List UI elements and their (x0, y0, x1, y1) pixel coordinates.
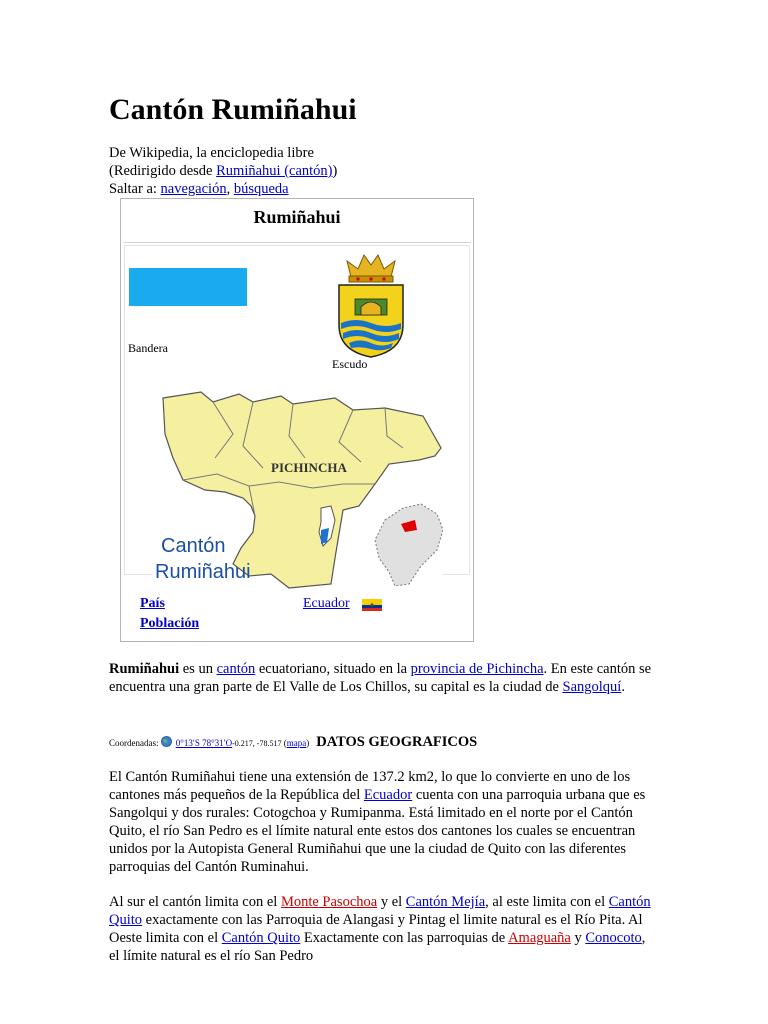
text-span: . En este cantón se encuentra una gran parte de El Valle de Los Chillos, su capital es la ciudad de (109, 661, 652, 695)
infobox-title: Rumiñahui (253, 207, 341, 227)
redirect-suffix: ) (332, 163, 338, 179)
amaguana-link[interactable]: Amaguaña (508, 930, 571, 946)
jump-separator: , (226, 181, 234, 197)
redirect-line (109, 162, 337, 180)
monte-pasochoa-link[interactable]: Monte Pasochoa (280, 894, 378, 910)
coordinates-label: Coordenadas: (109, 738, 161, 748)
text-span: ecuatoriano, situado en la (255, 661, 411, 677)
jump-line (109, 180, 337, 198)
jump-search-link[interactable]: búsqueda (233, 181, 289, 197)
redirect-link[interactable]: Rumiñahui (cantón) (216, 163, 333, 179)
canton-map-image[interactable] (153, 388, 443, 590)
infobox-country-value (303, 596, 350, 612)
map-label-canton-line2: Rumiñahui (155, 561, 251, 583)
text-span: Exactamente con las parroquias de (300, 930, 509, 946)
source-line: De Wikipedia, la enciclopedia libre (109, 145, 314, 161)
section-heading: DATOS GEOGRAFICOS (316, 734, 478, 750)
paragraph-intro (109, 660, 657, 696)
article-intro (109, 144, 337, 198)
infobox-country-label (140, 596, 165, 612)
infobox-population-label (140, 616, 199, 632)
map-label-province: PICHINCHA (271, 460, 347, 475)
page-title: Cantón Rumiñahui (109, 93, 357, 126)
canton-link[interactable]: cantón (216, 661, 256, 677)
shield-caption: Escudo (332, 357, 368, 371)
jump-navigation-link[interactable]: navegación (160, 181, 227, 197)
bold-term: Rumiñahui (109, 661, 180, 677)
paragraph-geography (109, 768, 657, 876)
conocoto-link[interactable]: Conocoto (585, 930, 642, 946)
map-link[interactable]: mapa (286, 738, 307, 748)
country-value-link[interactable]: Ecuador (303, 596, 350, 611)
jump-prefix: Saltar a: (109, 181, 161, 197)
population-label-link[interactable]: Población (140, 616, 200, 631)
text-span: exactamente con las Parroquia de Alangasi y Pintag el limite natural es el Río Pita. Al Oeste limita con el (109, 912, 643, 946)
ecuador-link[interactable]: Ecuador (363, 787, 413, 803)
country-label-link[interactable]: País (140, 596, 165, 611)
text-span: . (621, 679, 625, 695)
canton-mejia-link[interactable]: Cantón Mejía (405, 894, 486, 910)
text-span: es un (179, 661, 217, 677)
text-span: cuenta con una parroquia urbana que es Sangolqui y dos rurales: Cotogchoa y Rumipanma. Está limitado en el norte por el Cantón Quito, el río San Pedro es el límite natural ente estos dos cantones los cuales se encuentran unidos por la Autopista General Rumiñahui que une la ciudad de Quito con las diferentes parroquias del Cantón Ruminahui. (109, 787, 646, 875)
text-span: Al sur el cantón limita con el (109, 894, 281, 910)
globe-icon[interactable] (161, 736, 172, 747)
text-span: y el (377, 894, 406, 910)
text-span: y (570, 930, 586, 946)
map-label-canton-line1: Cantón (161, 535, 226, 557)
sangolqui-link[interactable]: Sangolquí (562, 679, 622, 695)
canton-quito-link[interactable]: Cantón Quito (109, 894, 651, 928)
flag-image[interactable] (129, 268, 247, 306)
coordinates-line (109, 733, 477, 751)
infobox (120, 198, 474, 642)
provincia-pichincha-link[interactable]: provincia de Pichincha (410, 661, 544, 677)
infobox-divider (123, 242, 471, 243)
text-span: , al este limita con el (485, 894, 609, 910)
paragraph-borders (109, 893, 657, 965)
coat-of-arms-image[interactable] (331, 249, 411, 361)
flag-caption: Bandera (128, 341, 168, 355)
canton-quito-link-2[interactable]: Cantón Quito (221, 930, 301, 946)
text-span: El Cantón Rumiñahui tiene una extensión de 137.2 km2, lo que lo convierte en uno de los cantones más pequeños de la República del (109, 769, 631, 803)
map-close-paren: ) (306, 738, 310, 748)
ecuador-flag-icon (362, 599, 382, 611)
redirect-prefix: (Redirigido desde (109, 163, 217, 179)
coordinates-dms-link[interactable]: 0°13′S 78°31′O (175, 738, 233, 748)
coordinates-decimal: -0.217, -78.517 (232, 739, 282, 748)
text-span: , el límite natural es el río San Pedro (109, 930, 646, 964)
map-open-paren: ( (281, 738, 287, 748)
